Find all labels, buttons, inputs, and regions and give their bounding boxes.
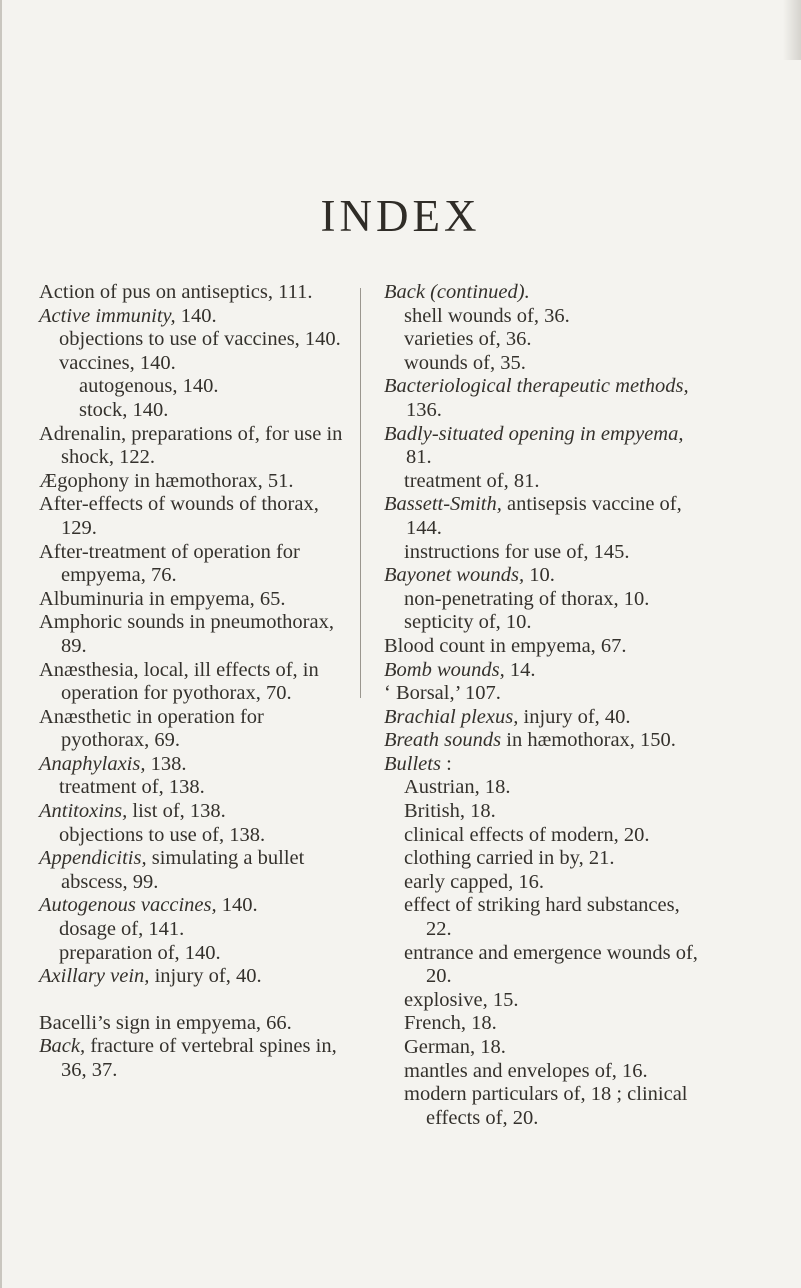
index-entry xyxy=(384,776,704,800)
index-entry xyxy=(384,541,704,565)
index-entry-heading: French, 18. xyxy=(404,1012,497,1035)
index-entry-heading: objections to use of vaccines, 140. xyxy=(59,328,341,351)
index-entry-heading: Brachial plexus, xyxy=(384,705,519,728)
index-entry-heading: Action of pus on antiseptics, xyxy=(39,281,274,303)
index-entry xyxy=(384,753,704,777)
index-entry-heading: British, 18. xyxy=(404,800,496,823)
index-entry xyxy=(39,281,347,305)
index-entry-detail: in hæmothorax, 150. xyxy=(501,729,676,752)
index-entry xyxy=(39,399,347,423)
index-entry xyxy=(384,493,704,540)
index-entry-detail: injury of, 40. xyxy=(518,705,631,728)
index-entry xyxy=(39,588,347,612)
index-entry-heading: vaccines, 140. xyxy=(59,351,176,374)
index-entry-heading: Antitoxins, xyxy=(39,800,128,823)
index-entry xyxy=(384,375,704,422)
index-entry-heading: explosive, 15. xyxy=(404,988,519,1011)
index-entry-heading: septicity of, 10. xyxy=(404,611,532,634)
index-entry xyxy=(39,753,347,777)
index-entry-heading: Bassett-Smith, xyxy=(384,493,502,516)
index-entry-heading: Anæsthetic in operation for pyothorax, 69. xyxy=(39,705,264,752)
page-title: INDEX xyxy=(320,191,481,241)
index-entry-heading: autogenous, 140. xyxy=(79,375,219,398)
index-entry xyxy=(39,1035,347,1082)
index-entry xyxy=(39,611,347,658)
index-entry xyxy=(384,1060,704,1084)
index-entry-heading: Bayonet wounds, xyxy=(384,564,525,587)
index-entry xyxy=(39,706,347,753)
index-entry-heading: Anaphylaxis, xyxy=(39,752,146,775)
index-entry-heading: Axillary vein, xyxy=(39,965,150,988)
index-entry-heading: treatment of, 138. xyxy=(59,776,205,799)
index-entry xyxy=(384,942,704,989)
index-entry-heading: Bacelli’s sign in empyema, 66. xyxy=(39,1011,292,1034)
index-entry-heading: Albuminuria in empyema, 65. xyxy=(39,587,286,610)
index-entry xyxy=(384,1012,704,1036)
index-entry-heading: objections to use of, 138. xyxy=(59,823,266,846)
index-entry xyxy=(384,682,704,706)
index-entry-heading: Bomb wounds, xyxy=(384,658,505,681)
index-entry-heading: ‘ Borsal,’ 107. xyxy=(384,682,501,705)
index-entry xyxy=(39,470,347,494)
index-entry xyxy=(384,281,704,305)
index-entry-heading: After-effects of wounds of thorax, 129. xyxy=(39,493,319,539)
index-entry-heading: Autogenous vaccines, xyxy=(39,894,217,917)
index-entry xyxy=(384,894,704,941)
index-entry-heading: Back, xyxy=(39,1035,86,1058)
index-entry-heading: Ægophony in hæmothorax, 51. xyxy=(39,469,294,492)
index-entry-heading: shell wounds of, 36. xyxy=(404,304,570,327)
index-entry-detail: 81. xyxy=(406,446,432,469)
index-entry-heading: treatment of, 81. xyxy=(404,469,540,492)
index-entry-heading: clothing carried in by, 21. xyxy=(404,847,615,870)
index-entry xyxy=(39,328,347,352)
index-entry xyxy=(39,894,347,918)
index-entry-detail: list of, 138. xyxy=(127,800,226,823)
index-entry xyxy=(384,1083,704,1130)
index-entry-detail: 136. xyxy=(406,398,442,421)
index-entry-detail: : xyxy=(440,752,452,775)
index-entry xyxy=(384,423,704,470)
index-entry-heading: Badly-situated opening in empyema, xyxy=(384,422,684,445)
index-entry-heading: Amphoric sounds in pneumothorax, 89. xyxy=(39,611,334,657)
index-entry xyxy=(384,352,704,376)
index-entry xyxy=(384,611,704,635)
index-entry xyxy=(384,659,704,683)
index-entry-heading: modern particulars of, 18 ; clinical effects of, 20. xyxy=(404,1083,688,1129)
index-entry-detail: 10. xyxy=(524,564,555,587)
index-entry xyxy=(39,493,347,540)
index-entry xyxy=(39,800,347,824)
index-entry-heading: wounds of, 35. xyxy=(404,351,526,374)
index-entry-detail: 140. xyxy=(216,894,258,917)
index-entry xyxy=(384,871,704,895)
index-entry xyxy=(384,305,704,329)
index-entry xyxy=(39,942,347,966)
index-entry xyxy=(39,375,347,399)
index-entry-heading: Austrian, 18. xyxy=(404,776,511,799)
index-entry-heading: varieties of, 36. xyxy=(404,328,532,351)
index-entry-heading: German, 18. xyxy=(404,1036,506,1058)
index-entry-heading: Appendicitis, xyxy=(39,847,147,870)
index-entry xyxy=(384,1036,704,1060)
index-entry xyxy=(384,989,704,1013)
index-entry-detail: simulating a bullet abscess, 99. xyxy=(61,847,305,893)
index-entry-heading: preparation of, 140. xyxy=(59,941,221,964)
index-entry xyxy=(384,635,704,659)
index-entry-heading: Breath sounds xyxy=(384,729,502,752)
index-entry-heading: Anæsthesia, local, ill effects of, in operation for pyothorax, 70. xyxy=(39,658,319,705)
index-entry xyxy=(384,729,704,753)
page-corner-shadow xyxy=(783,0,801,60)
index-entry-heading: non-penetrating of thorax, 10. xyxy=(404,587,650,610)
index-entry xyxy=(39,1012,347,1036)
index-entry-heading: Blood count in empyema, 67. xyxy=(384,634,627,657)
index-entry-heading: mantles and envelopes of, 16. xyxy=(404,1059,648,1082)
index-entry xyxy=(39,776,347,800)
index-entry-heading: Bacteriological therapeutic methods, xyxy=(384,375,689,398)
index-entry xyxy=(39,659,347,706)
index-entry xyxy=(384,588,704,612)
index-entry xyxy=(39,423,347,470)
index-entry-detail: (continued). xyxy=(424,281,530,303)
index-entry-detail: 140. xyxy=(175,304,217,327)
index-entry xyxy=(384,706,704,730)
index-entry-heading: dosage of, 141. xyxy=(59,918,185,941)
index-entry-heading: entrance and emergence wounds of, 20. xyxy=(404,941,698,988)
index-entry-heading: clinical effects of modern, 20. xyxy=(404,823,650,846)
index-entry xyxy=(39,918,347,942)
index-entry xyxy=(39,965,347,989)
index-entry xyxy=(384,800,704,824)
index-entry-detail: 14. xyxy=(504,658,536,681)
index-entry-detail: 111. xyxy=(273,281,313,303)
index-column-left xyxy=(39,281,347,1083)
index-entry-detail: injury of, 40. xyxy=(149,965,262,988)
index-entry xyxy=(384,470,704,494)
index-entry-heading: stock, 140. xyxy=(79,398,169,421)
index-entry xyxy=(39,847,347,894)
index-entry-heading: instructions for use of, 145. xyxy=(404,540,630,563)
index-entry xyxy=(39,541,347,588)
index-entry-heading: effect of striking hard substances, 22. xyxy=(404,894,680,941)
index-entry xyxy=(384,847,704,871)
index-entry xyxy=(384,564,704,588)
column-divider xyxy=(360,288,361,698)
index-entry-heading: Adrenalin, preparations of, for use in shock, 122. xyxy=(39,422,343,469)
index-entry-heading: Back xyxy=(384,281,425,303)
index-entry-heading: Bullets xyxy=(384,752,441,775)
index-entry xyxy=(39,305,347,329)
index-entry xyxy=(39,352,347,376)
index-entry-heading: Active immunity, xyxy=(39,304,176,327)
index-entry-detail: fracture of vertebral spines in, 36, 37. xyxy=(61,1035,337,1081)
index-entry-heading: After-treatment of operation for empyema, 76. xyxy=(39,540,300,587)
index-entry xyxy=(384,824,704,848)
index-entry-heading: early capped, 16. xyxy=(404,870,545,893)
index-entry xyxy=(39,824,347,848)
index-entry-detail: 138. xyxy=(145,752,187,775)
index-entry-detail: antisepsis vaccine of, 144. xyxy=(406,493,682,539)
index-entry xyxy=(384,328,704,352)
index-column-right xyxy=(384,281,704,1130)
